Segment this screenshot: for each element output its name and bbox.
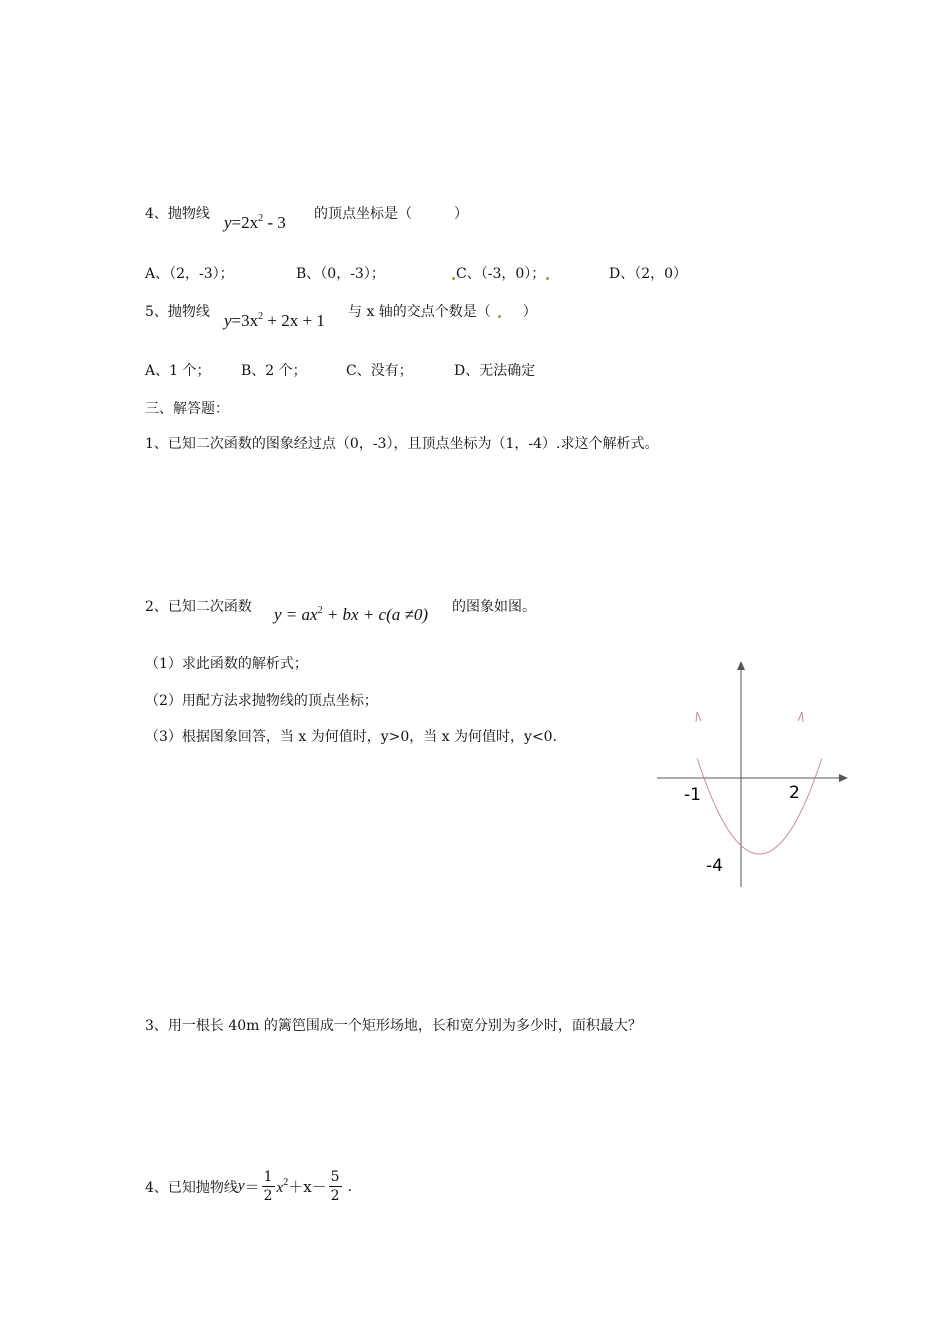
q4-prefix: 4、抛物线 <box>145 206 210 222</box>
parabola-graph <box>650 655 855 895</box>
problem-4b: 4、已知抛物线 y ＝ $\frac{1}{2}$ $x^2$ ＋x－ $\frac{5}{2}$ . <box>145 1169 353 1204</box>
problem-2-sub-2: （2）用配方法求抛物线的顶点坐标； <box>145 693 378 709</box>
right-arrow-tip <box>798 712 803 722</box>
q4-option-d: D、（2，0） <box>609 266 688 282</box>
q4-line <box>145 203 210 223</box>
problem-2-sub-1: （1）求此函数的解析式； <box>145 656 308 672</box>
problem-2-suffix: 的图象如图。 <box>452 599 536 615</box>
q5-suffix: 与 x 轴的交点个数是（ ） <box>348 304 537 320</box>
q5-prefix: 5、抛物线 <box>145 304 210 320</box>
label-neg-1: -1 <box>684 785 701 805</box>
problem-1: 1、已知二次函数的图象经过点（0，-3），且顶点坐标为（1，-4）.求这个解析式。 <box>145 436 659 452</box>
label-neg-4: -4 <box>706 856 723 876</box>
problem-3: 3、用一根长 40m 的篱笆围成一个矩形场地，长和宽分别为多少时，面积最大？ <box>145 1018 642 1034</box>
problem-2-prefix: 2、已知二次函数 <box>145 599 252 615</box>
q4-option-b: B、（0，-3）； <box>296 266 385 282</box>
q4-formula: $y=2x^2 - 3$ <box>224 213 286 232</box>
q4-option-c: C、（-3，0）； <box>451 263 550 283</box>
x-axis-arrow <box>839 774 848 782</box>
q5-option-d: D、无法确定 <box>454 363 536 379</box>
problem-2-sub-3: （3）根据图象回答，当 x 为何值时，y>0，当 x 为何值时，y<0. <box>145 729 558 745</box>
q5-option-c: C、没有； <box>346 363 413 379</box>
q4-suffix: 的顶点坐标是（ ） <box>314 206 468 222</box>
parabola-curve <box>697 759 821 854</box>
label-2: 2 <box>789 783 800 803</box>
problem-2-formula: $y = ax^2$ + bx + c(a ≠0) <box>274 605 428 624</box>
q5-formula: $y=3x^2 + 2x + 1$ <box>224 311 325 330</box>
left-arrow-tip <box>696 712 701 722</box>
section-heading: 三、解答题： <box>145 401 229 417</box>
y-axis-arrow <box>737 661 745 670</box>
q5-option-a: A、1 个； <box>145 363 211 379</box>
q5-option-b: B、2 个； <box>241 363 307 379</box>
q4-option-a: A、（2，-3）； <box>145 266 234 282</box>
